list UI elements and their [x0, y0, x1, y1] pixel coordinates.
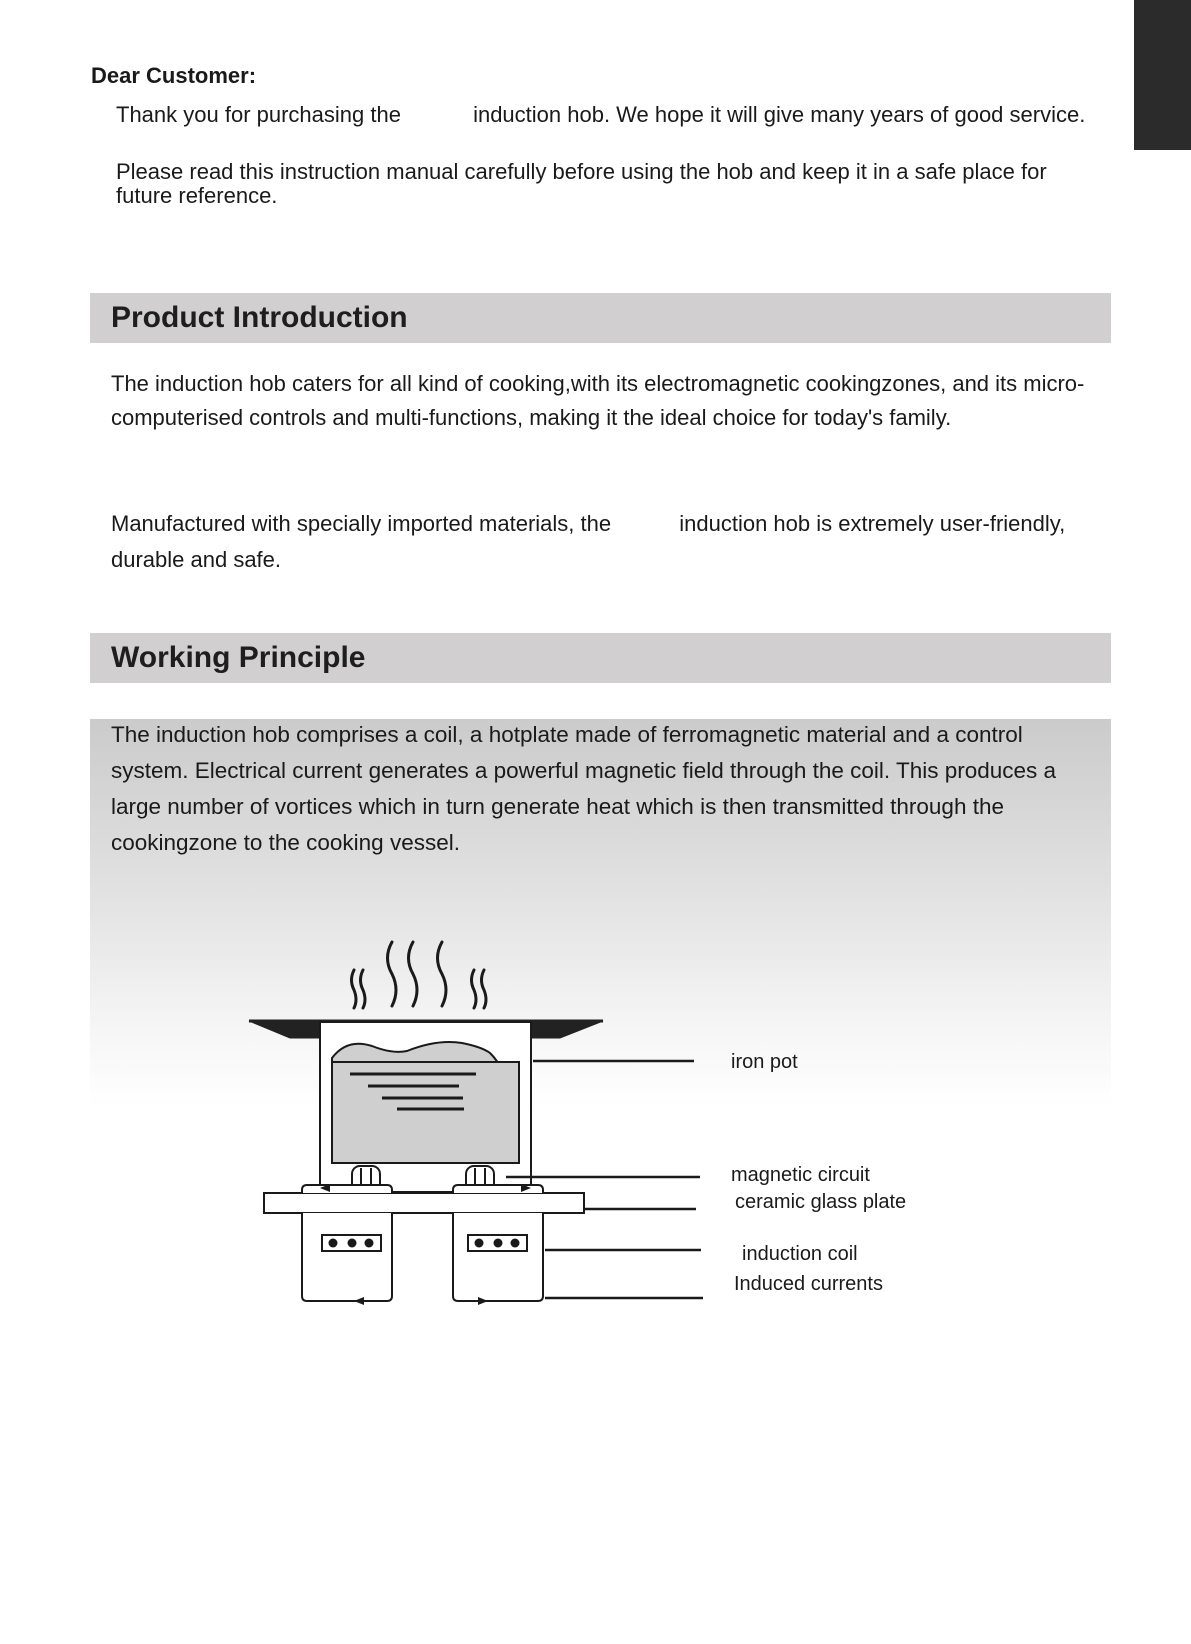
induction-coil-icon — [322, 1235, 527, 1251]
product-introduction-title: Product Introduction — [111, 301, 408, 334]
working-principle-title: Working Principle — [111, 641, 366, 674]
label-ceramic-glass-plate: ceramic glass plate — [735, 1191, 907, 1213]
label-magnetic-circuit: magnetic circuit — [731, 1164, 870, 1186]
greeting: Dear Customer: — [91, 63, 257, 88]
label-induced-currents: Induced currents — [734, 1273, 883, 1295]
product-intro-text-end: induction hob is extremely user-friendly, durable and safe. — [111, 511, 1066, 572]
product-intro-paragraph-1: The induction hob caters for all kind of cooking,with its electromagnetic cookingzones, and its micro-computerised controls and multi-functions, making it the ideal choice for today's family. — [111, 371, 1085, 430]
label-iron-pot: iron pot — [731, 1051, 798, 1073]
steam-icon — [352, 942, 487, 1008]
please-read-paragraph: Please read this instruction manual carefully before using the hob and keep it in a safe place for future reference. — [116, 159, 1047, 208]
working-principle-paragraph: The induction hob comprises a coil, a hotplate made of ferromagnetic material and a control system. Electrical current generates a powerful magnetic field through the coil. This produces a large number of vortices which in turn generate heat which is then transmitted through the cookingzone to the cooking vessel. — [111, 722, 1057, 855]
thanks-text-end: induction hob. We hope it will give many years of good service. — [473, 102, 1086, 127]
thanks-text-start: Thank you for purchasing the — [116, 102, 401, 127]
iron-pot — [320, 1022, 531, 1192]
product-intro-text-start: Manufactured with specially imported materials, the — [111, 511, 612, 536]
ceramic-glass-plate — [264, 1193, 584, 1213]
label-induction-coil: induction coil — [742, 1243, 858, 1265]
